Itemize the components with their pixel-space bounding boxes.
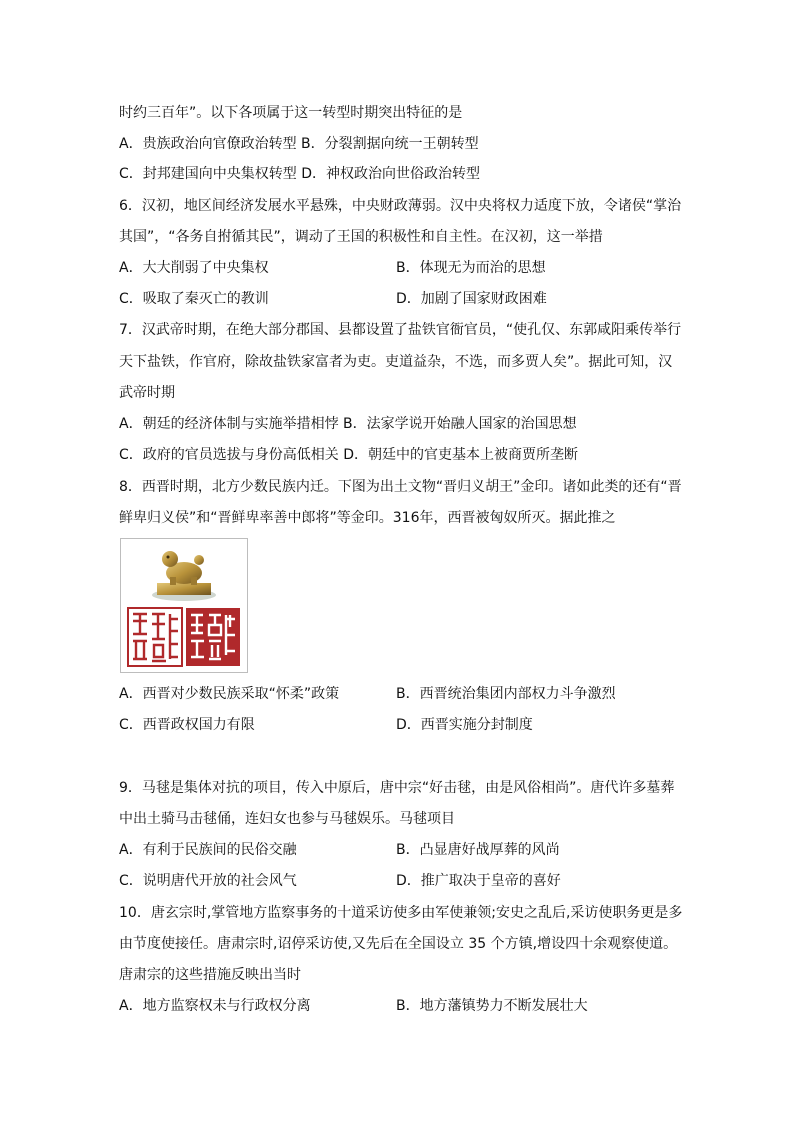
gold-seal-image — [120, 538, 248, 673]
question-6-option-c: C．吸取了秦灭亡的教训 — [119, 291, 269, 307]
question-5-options-ab: A．贵族政治向官僚政治转型 B．分裂割据向统一王朝转型 — [119, 136, 479, 152]
question-8-stem-line-1: 8．西晋时期，北方少数民族内迁。下图为出土文物“晋归义胡王”金印。诸如此类的还有“晋 — [119, 479, 682, 495]
question-7-stem-line-1: 7．汉武帝时期，在绝大部分郡国、县都设置了盐铁官衙官员，“使孔仅、东郭咸阳乘传举行 — [119, 322, 682, 338]
question-10-option-a: A．地方监察权未与行政权分离 — [119, 998, 311, 1014]
question-9-stem-line-1: 9．马毬是集体对抗的项目，传入中原后，唐中宗“好击毬，由是风俗相尚”。唐代许多墓葬 — [119, 780, 675, 796]
question-7-stem-line-3: 武帝时期 — [119, 385, 175, 401]
question-6-stem-line-1: 6．汉初，地区间经济发展水平悬殊，中央财政薄弱。汉中央将权力适度下放，令诸侯“掌治 — [119, 198, 682, 214]
question-9-option-c: C．说明唐代开放的社会风气 — [119, 873, 297, 889]
question-10-stem-line-1: 10．唐玄宗时,掌管地方监察事务的十道采访使多由军使兼领;安史之乱后,采访使职务更是多 — [119, 905, 683, 921]
question-10-option-b: B．地方藩镇势力不断发展壮大 — [396, 998, 588, 1014]
question-5-stem-tail: 时约三百年”。以下各项属于这一转型时期突出特征的是 — [119, 105, 463, 121]
question-9-stem-line-2: 中出土骑马击毬俑，连妇女也参与马毬娱乐。马毬项目 — [119, 811, 455, 827]
gold-seal-illustration — [121, 539, 247, 672]
question-6-option-d: D．加剧了国家财政困难 — [396, 291, 547, 307]
question-9-option-b: B．凸显唐好战厚葬的风尚 — [396, 842, 560, 858]
question-7-stem-line-2: 天下盐铁，作官府，除故盐铁家富者为吏。吏道益杂，不选，而多贾人矣”。据此可知，汉 — [119, 354, 673, 370]
question-7-options-cd: C．政府的官员选拔与身份高低相关 D．朝廷中的官吏基本上被商贾所垄断 — [119, 447, 579, 463]
question-6-stem-line-2: 其国”，“各务自拊循其民”，调动了王国的积极性和自主性。在汉初，这一举措 — [119, 229, 603, 245]
question-8-option-d: D．西晋实施分封制度 — [396, 717, 533, 733]
question-7-options-ab: A．朝廷的经济体制与实施举措相悖 B．法家学说开始融人国家的治国思想 — [119, 416, 577, 432]
question-6-option-b: B．体现无为而治的思想 — [396, 260, 546, 276]
seal-impression-right — [186, 608, 240, 666]
question-9-option-d: D．推广取决于皇帝的喜好 — [396, 873, 561, 889]
question-8-option-c: C．西晋政权国力有限 — [119, 717, 255, 733]
question-8-option-b: B．西晋统治集团内部权力斗争激烈 — [396, 686, 616, 702]
question-8-option-a: A．西晋对少数民族采取“怀柔”政策 — [119, 686, 340, 702]
seal-impression-left — [128, 608, 182, 666]
question-10-stem-line-2: 由节度使接任。唐肃宗时,诏停采访使,又先后在全国设立 35 个方镇,增设四十余观察使道。 — [119, 936, 678, 952]
question-9-option-a: A．有利于民族间的民俗交融 — [119, 842, 297, 858]
question-6-option-a: A．大大削弱了中央集权 — [119, 260, 269, 276]
question-5-options-cd: C．封邦建国向中央集权转型 D．神权政治向世俗政治转型 — [119, 166, 481, 182]
question-10-stem-line-3: 唐肃宗的这些措施反映出当时 — [119, 967, 301, 983]
question-8-stem-line-2: 鲜卑归义侯”和“晋鲜卑率善中郎将”等金印。316年，西晋被匈奴所灭。据此推之 — [119, 510, 616, 526]
